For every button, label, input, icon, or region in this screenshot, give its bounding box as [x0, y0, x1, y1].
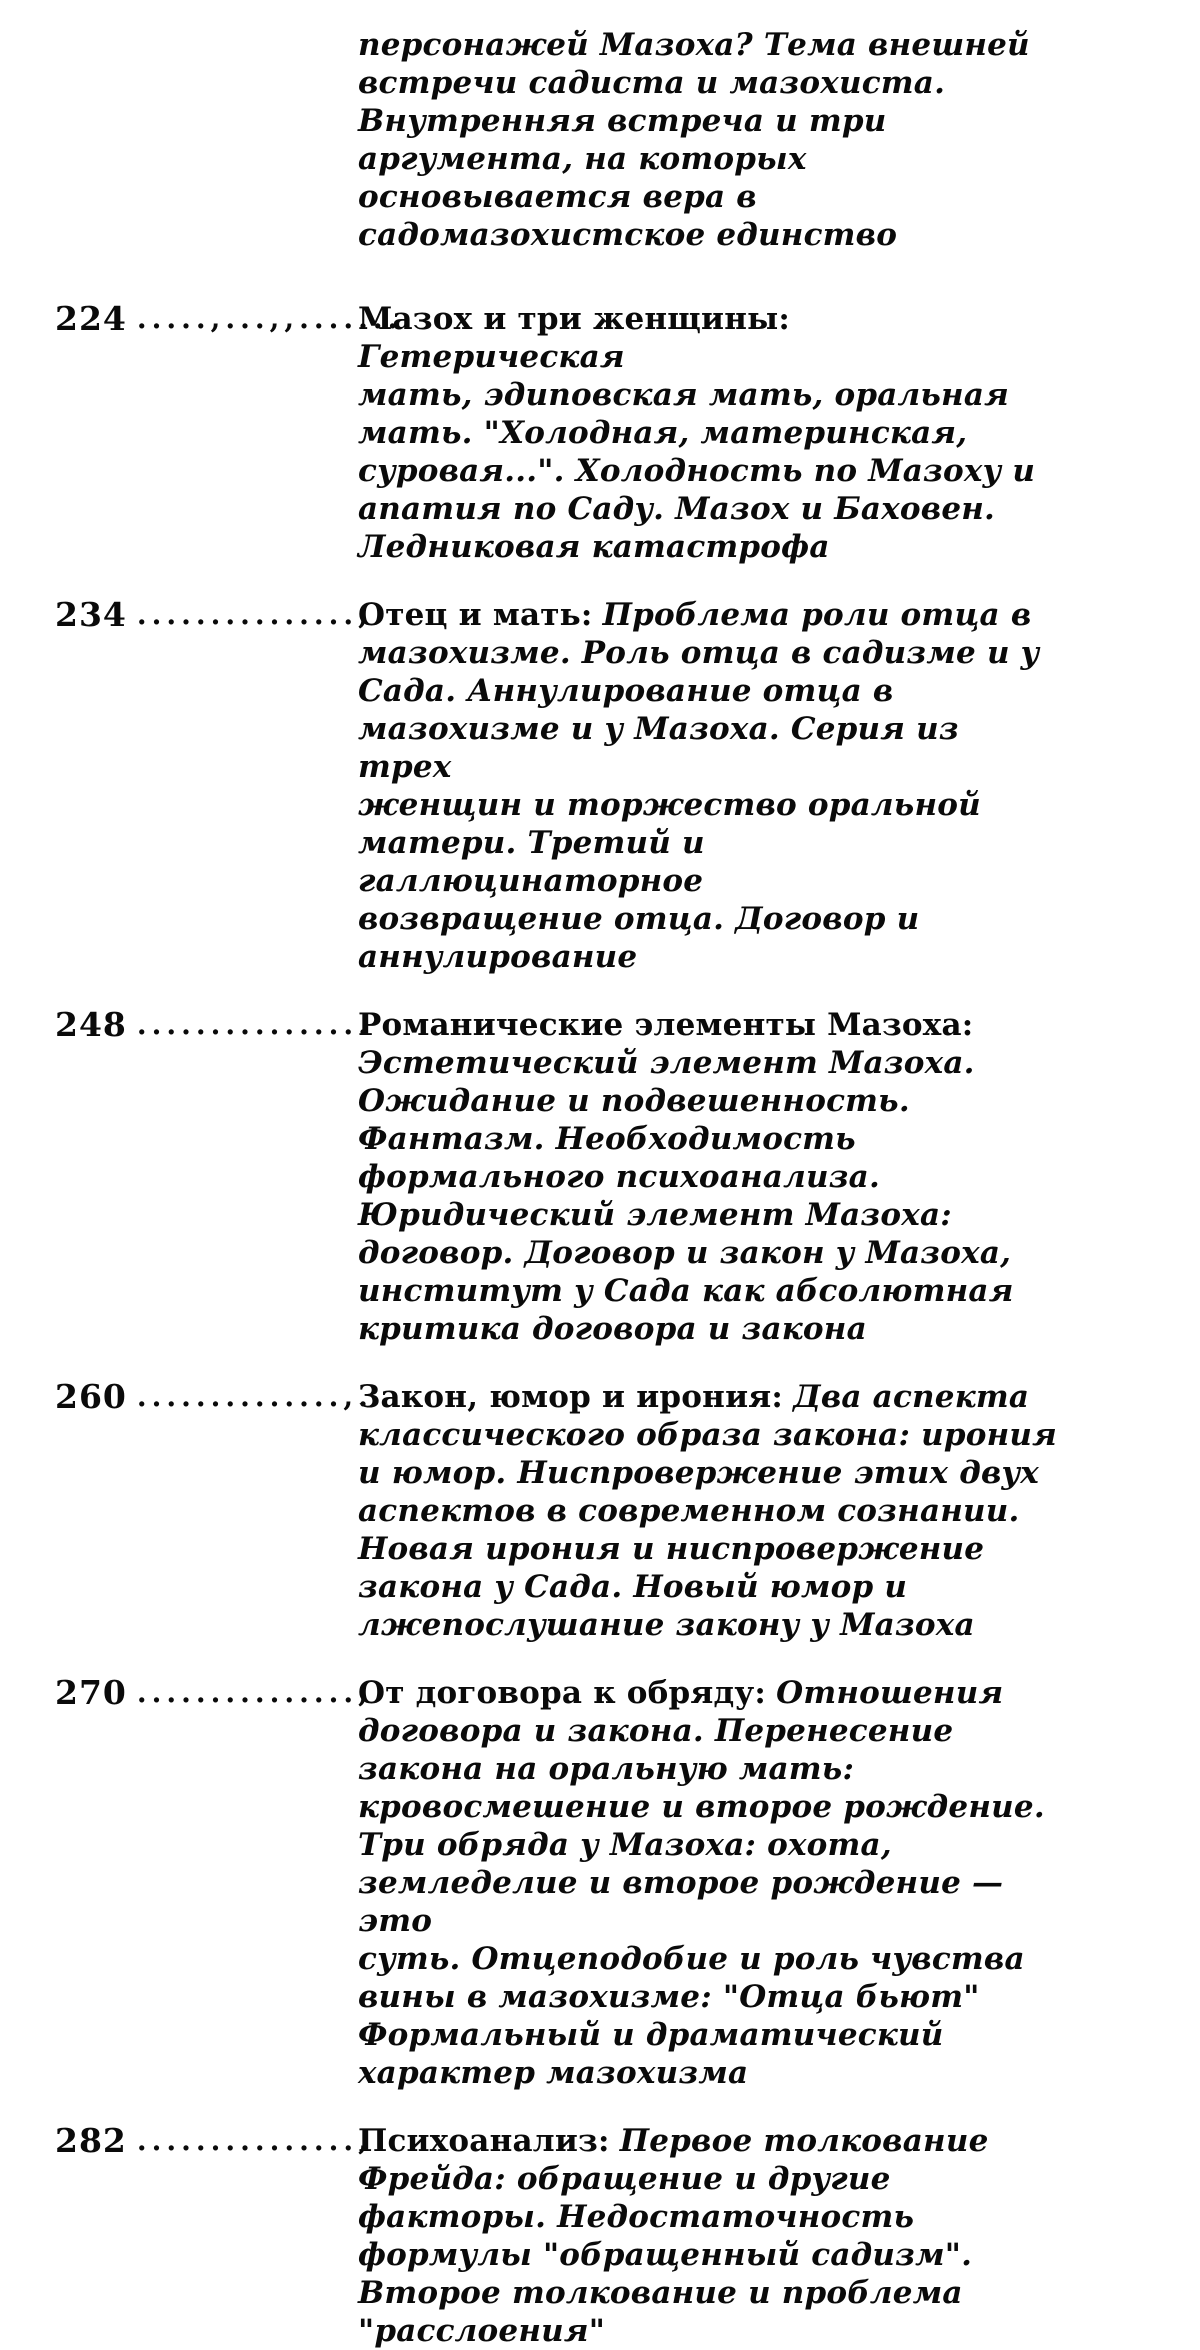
entry-number-column: [0, 299, 403, 566]
chapter-description: договора и закона. Перенесение закона на оральную мать: кровосмешение и второе рождение. Три обряда у Мазоха: охота, земледелие и второе рождение — это суть. Отцеподобие и роль чувства вины в мазохизме: "Отца бьют" Формальный и драматический характер мазохизма: [358, 1713, 1045, 2091]
toc-entry: [0, 1006, 1200, 1348]
entry-first-line: [358, 300, 1058, 376]
chapter-title: От договора к обряду:: [358, 1675, 767, 1711]
entry-text: [358, 1674, 1058, 2092]
entry-first-line: [358, 1378, 1058, 1416]
entry-first-line: [358, 596, 1058, 634]
dotted-leader: .....,...,,.......: [136, 302, 403, 335]
dotted-leader: ................: [136, 1008, 373, 1041]
chapter-description: мазохизме. Роль отца в садизме и у Сада. Аннулирование отца в мазохизме и у Мазоха. Серия из трех женщин и торжество оральной матери. Третий и галлюцинаторное возвращение отца. Договор и аннулирование: [358, 635, 1040, 975]
chapter-title: Романические элементы Мазоха:: [358, 1007, 974, 1043]
entry-text: [358, 2122, 1058, 2350]
chapter-title: Закон, юмор и ирония:: [358, 1379, 784, 1415]
chapter-description: Фрейда: обращение и другие факторы. Недостаточность формулы "обращенный садизм". Второе толкование и проблема "расслоения": [358, 2161, 973, 2349]
page-number: 270: [55, 1673, 127, 1712]
entry-first-line: [358, 1006, 1058, 1044]
toc-entry: [0, 1378, 1200, 1644]
entry-first-line: [358, 2122, 1058, 2160]
entry-number-column: [0, 1005, 373, 1348]
entry-text: [358, 1378, 1058, 1644]
entry-text: [358, 300, 1058, 566]
entry-number-column: [0, 1673, 373, 2092]
chapter-subtitle-start: Проблема роли отца в: [602, 597, 1032, 633]
toc-entry: [0, 300, 1200, 566]
entry-number-column: [0, 2121, 373, 2350]
entry-number-column: [0, 1377, 373, 1644]
chapter-description: классического образа закона: ирония и юмор. Ниспровержение этих двух аспектов в современном сознании. Новая ирония и ниспровержение закона у Сада. Новый юмор и лжепослушание закону у Мазоха: [358, 1417, 1058, 1643]
entry-text: [358, 1006, 1058, 1348]
entry-text: [358, 596, 1058, 976]
chapter-title: Отец и мать:: [358, 597, 593, 633]
chapter-subtitle-start: Гетерическая: [358, 339, 625, 375]
chapter-subtitle-start: Отношения: [776, 1675, 1004, 1711]
page-number: 224: [55, 299, 127, 338]
dotted-leader: ..............,.: [136, 1380, 373, 1413]
page-number: 248: [55, 1005, 127, 1044]
dotted-leader: ...............,: [136, 598, 373, 631]
toc-entry: [0, 1674, 1200, 2092]
entry-first-line: [358, 1674, 1058, 1712]
chapter-title: Психоанализ:: [358, 2123, 610, 2159]
toc-entry: [0, 596, 1200, 976]
chapter-description: мать, эдиповская мать, оральная мать. "Холодная, материнская, суровая...". Холодность по Мазоху и апатия по Саду. Мазох и Баховен. Ледниковая катастрофа: [358, 377, 1036, 565]
chapter-title: Мазох и три женщины:: [358, 301, 791, 337]
chapter-description: Эстетический элемент Мазоха. Ожидание и подвешенность. Фантазм. Необходимость формального психоанализа. Юридический элемент Мазоха: договор. Договор и закон у Мазоха, институт у Сада как абсолютная критика договора и закона: [358, 1045, 1014, 1347]
chapter-subtitle-start: Первое толкование: [619, 2123, 989, 2159]
toc-continuation-text: персонажей Мазоха? Тема внешней встречи садиста и мазохиста. Внутренняя встреча и три аргумента, на которых основывается вера в садомазохистское единство: [358, 27, 1030, 253]
page-number: 234: [55, 595, 127, 634]
entry-number-column: [0, 595, 373, 976]
dotted-leader: ...............,: [136, 2124, 373, 2157]
chapter-subtitle-start: Два аспекта: [793, 1379, 1030, 1415]
page-number: 282: [55, 2121, 127, 2160]
dotted-leader: ...............,: [136, 1676, 373, 1709]
page-number: 260: [55, 1377, 127, 1416]
toc-entry: [0, 2122, 1200, 2350]
